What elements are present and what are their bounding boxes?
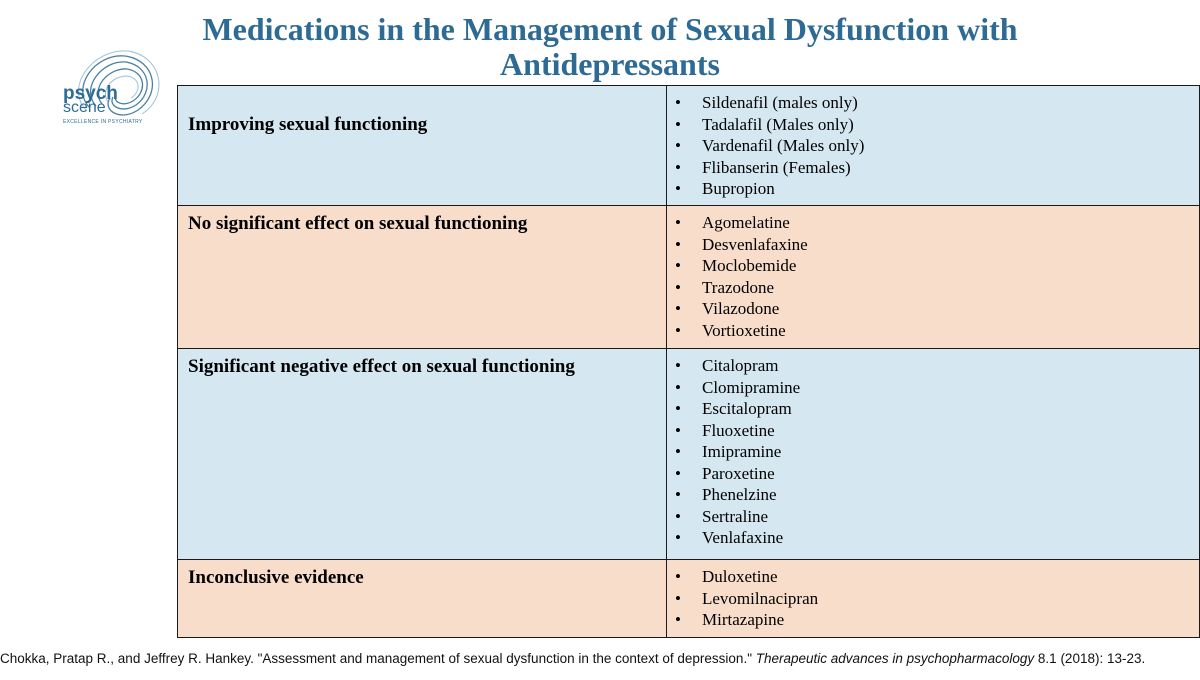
medications-table bbox=[177, 85, 1200, 638]
drug-list-cell bbox=[667, 86, 1200, 206]
psychscene-logo bbox=[50, 48, 175, 128]
list-item: • Clomipramine bbox=[667, 377, 1199, 399]
list-item: • Vardenafil (Males only) bbox=[667, 135, 1199, 157]
drug-list bbox=[667, 560, 1199, 635]
list-item: • Citalopram bbox=[667, 355, 1199, 377]
list-item: • Fluoxetine bbox=[667, 420, 1199, 442]
category-cell: No significant effect on sexual functioning bbox=[178, 206, 667, 349]
list-item: • Escitalopram bbox=[667, 398, 1199, 420]
list-item: • Agomelatine bbox=[667, 212, 1199, 234]
list-item: • Phenelzine bbox=[667, 484, 1199, 506]
category-cell: Inconclusive evidence bbox=[178, 560, 667, 638]
list-item: • Paroxetine bbox=[667, 463, 1199, 485]
drug-list bbox=[667, 206, 1199, 345]
list-item: • Bupropion bbox=[667, 178, 1199, 200]
citation bbox=[0, 651, 1200, 666]
list-item: • Imipramine bbox=[667, 441, 1199, 463]
table-row bbox=[178, 206, 1200, 349]
list-item: • Mirtazapine bbox=[667, 609, 1199, 631]
list-item: • Tadalafil (Males only) bbox=[667, 114, 1199, 136]
list-item: • Vortioxetine bbox=[667, 320, 1199, 342]
list-item: • Duloxetine bbox=[667, 566, 1199, 588]
drug-list-cell bbox=[667, 560, 1200, 638]
list-item: • Flibanserin (Females) bbox=[667, 157, 1199, 179]
slide-title: Medications in the Management of Sexual Dysfunction with Antidepressants bbox=[202, 11, 1018, 82]
drug-list bbox=[667, 86, 1199, 204]
logo-word-scene: scene bbox=[63, 99, 106, 116]
citation-journal: Therapeutic advances in psychopharmacology bbox=[755, 651, 1035, 666]
category-cell: Improving sexual functioning bbox=[178, 86, 667, 206]
logo-tagline: EXCELLENCE IN PSYCHIATRY bbox=[63, 119, 143, 125]
table-row bbox=[178, 349, 1200, 560]
list-item: • Sildenafil (males only) bbox=[667, 92, 1199, 114]
drug-list-cell bbox=[667, 349, 1200, 560]
table-row bbox=[178, 560, 1200, 638]
list-item: • Sertraline bbox=[667, 506, 1199, 528]
logo-word-psych: psych bbox=[63, 83, 118, 104]
category-cell: Significant negative effect on sexual functioning bbox=[178, 349, 667, 560]
citation-details: 8.1 (2018): 13-23. bbox=[1034, 651, 1146, 666]
table-row bbox=[178, 86, 1200, 206]
drug-list bbox=[667, 349, 1199, 553]
list-item: • Trazodone bbox=[667, 277, 1199, 299]
list-item: • Moclobemide bbox=[667, 255, 1199, 277]
list-item: • Venlafaxine bbox=[667, 527, 1199, 549]
citation-text: Chokka, Pratap R., and Jeffrey R. Hankey. "Assessment and management of sexual dysfunction in the context of depression." bbox=[0, 651, 756, 666]
drug-list-cell bbox=[667, 206, 1200, 349]
list-item: • Desvenlafaxine bbox=[667, 234, 1199, 256]
list-item: • Vilazodone bbox=[667, 298, 1199, 320]
list-item: • Levomilnacipran bbox=[667, 588, 1199, 610]
